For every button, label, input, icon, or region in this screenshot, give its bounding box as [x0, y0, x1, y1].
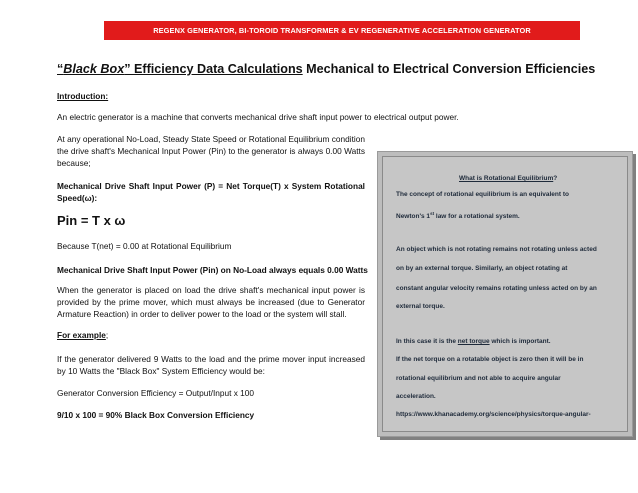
sidebar-line-7-b: which is important.	[489, 338, 551, 345]
power-formula: Pin = T x ω	[57, 213, 126, 228]
sidebar-line-7	[396, 338, 551, 345]
example-heading-label: For example	[57, 330, 106, 340]
sidebar-line-1: The concept of rotational equilibrium is an equivalent to	[396, 191, 569, 198]
sidebar-line-6: external torque.	[396, 303, 445, 310]
sidebar-line-9: rotational equilibrium and not able to acquire angular	[396, 375, 561, 382]
equilibrium-paragraph: At any operational No-Load, Steady State Speed or Rotational Equilibrium condition the drive shaft's Mechanical Input Power (Pin) to the generator is always 0.00 Watts because;	[57, 134, 365, 169]
efficiency-formula: Generator Conversion Efficiency = Output/Input x 100	[57, 388, 255, 398]
sidebar-heading-label: What is Rotational Equilibrium	[459, 175, 554, 182]
sidebar-heading	[459, 175, 557, 182]
because-text: Because T(net) = 0.00 at Rotational Equilibrium	[57, 241, 232, 251]
title-quote-close: ”	[124, 62, 131, 76]
sidebar-line-8: If the net torque on a rotatable object is zero then it will be in	[396, 356, 584, 363]
sidebar-line-2-b: law for a rotational system.	[434, 213, 520, 221]
intro-text: An electric generator is a machine that converts mechanical drive shaft input power to electrical output power.	[57, 112, 459, 122]
sidebar-heading-q: ?	[553, 175, 558, 182]
efficiency-result: 9/10 x 100 = 90% Black Box Conversion Efficiency	[57, 410, 255, 420]
example-paragraph: If the generator delivered 9 Watts to the load and the prime mover input increased by 10 Watts the "Black Box" System Efficiency would be:	[57, 354, 365, 377]
page-title	[57, 62, 595, 76]
sidebar-line-5: constant angular velocity remains rotating unless acted on by an	[396, 285, 597, 292]
header-banner: REGENX GENERATOR, BI-TOROID TRANSFORMER & EV REGENERATIVE ACCELERATION GENERATOR	[104, 21, 580, 40]
load-paragraph: When the generator is placed on load the drive shaft's mechanical input power is provided by the prime mover, which must always be increased (due to Generator Armature Reaction) in order to deliver power to the load or the system will stall.	[57, 285, 365, 320]
mechanical-formula-text: Mechanical Drive Shaft Input Power (P) = Net Torque(T) x System Rotational Speed(ω):	[57, 181, 365, 204]
sidebar-line-7-a: In this case it is the	[396, 338, 458, 345]
sidebar-line-2-sup: st	[430, 211, 435, 216]
sidebar-line-4: on by an external torque. Similarly, an object rotating at	[396, 265, 568, 272]
rotational-equilibrium-sidebar	[377, 151, 633, 437]
sidebar-line-2	[396, 211, 520, 220]
title-plain: Mechanical to Electrical Conversion Efficiencies	[302, 62, 596, 76]
title-underlined: Efficiency Data Calculations	[130, 62, 303, 76]
sidebar-line-3: An object which is not rotating remains not rotating unless acted	[396, 246, 597, 253]
intro-heading: Introduction:	[57, 91, 109, 101]
example-semicolon: ;	[105, 330, 109, 340]
title-black-box: Black Box	[63, 62, 125, 76]
sidebar-line-10: acceleration.	[396, 393, 436, 400]
sidebar-inner-panel	[382, 156, 628, 432]
no-load-text: Mechanical Drive Shaft Input Power (Pin) on No-Load always equals 0.00 Watts	[57, 265, 368, 275]
khan-academy-url[interactable]: https://www.khanacademy.org/science/physics/torque-angular-	[396, 411, 591, 418]
sidebar-line-2-a: Newton's 1	[396, 213, 431, 221]
net-torque-link[interactable]: net torque	[457, 338, 490, 345]
title-quote-open: “	[57, 62, 64, 76]
example-heading	[57, 329, 108, 342]
